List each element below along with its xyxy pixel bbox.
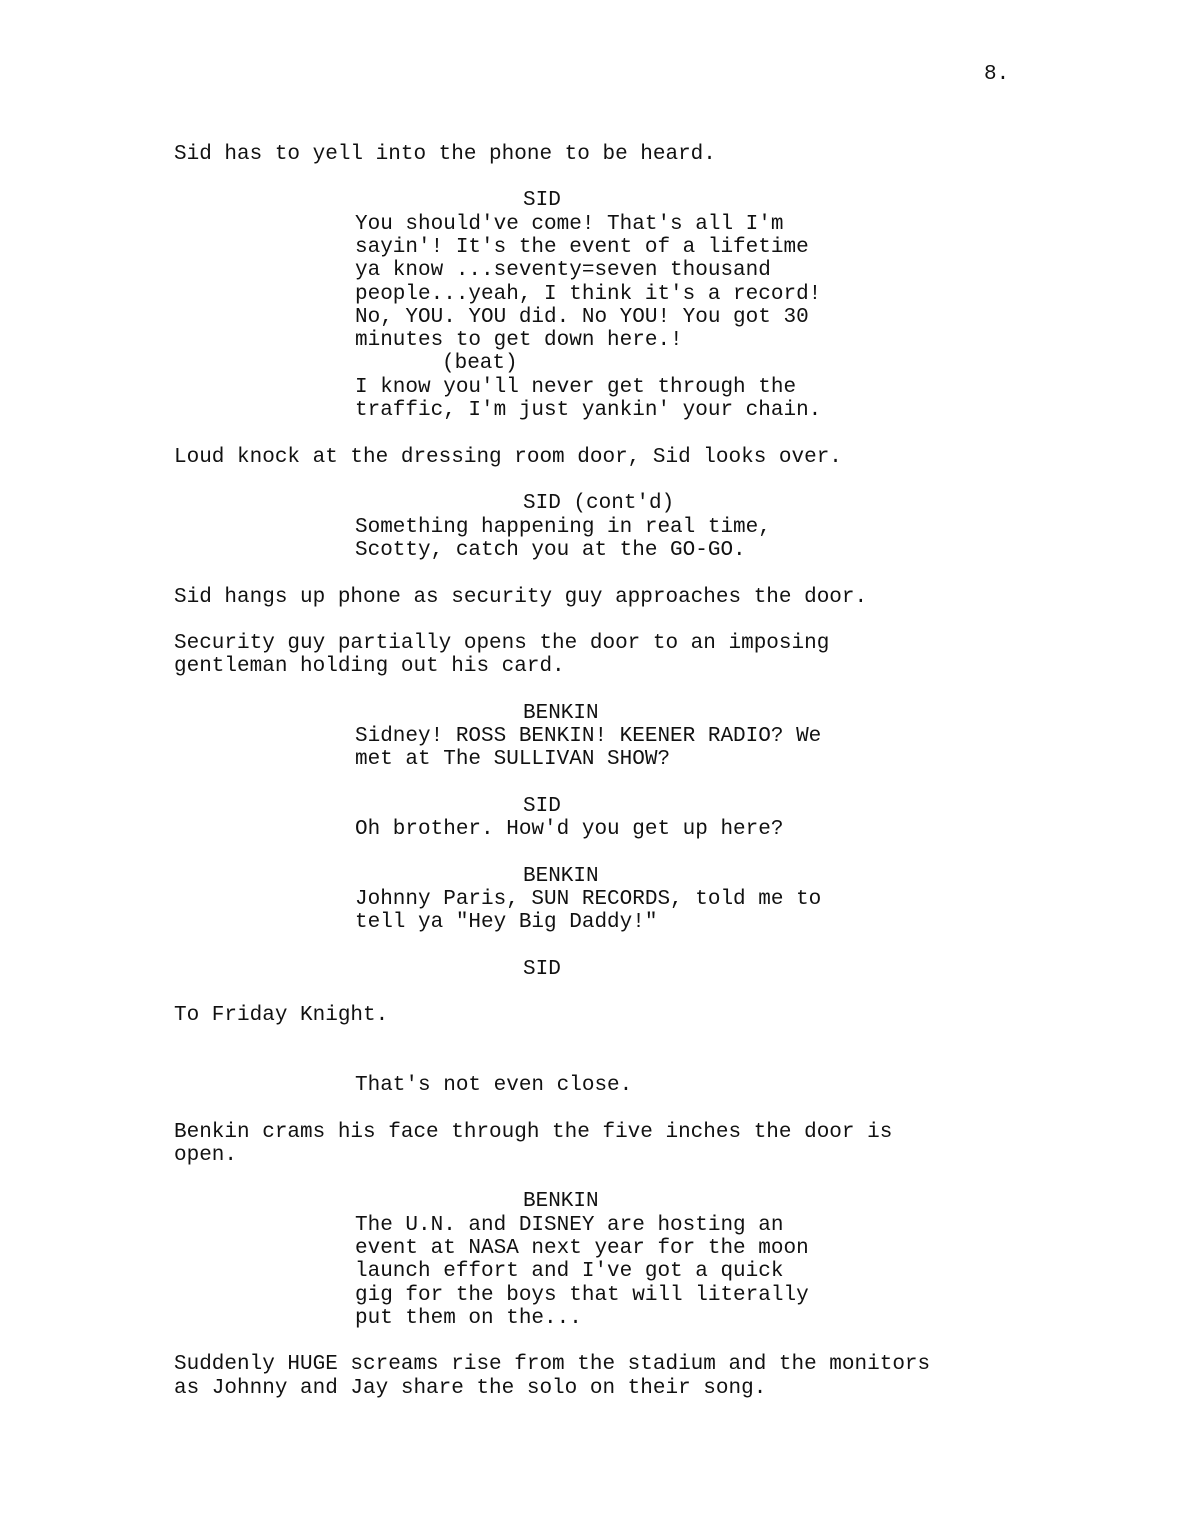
dialogue-line: put them on the...	[355, 1307, 582, 1330]
dialogue-line: Scotty, catch you at the GO-GO.	[355, 539, 746, 562]
dialogue-line: The U.N. and DISNEY are hosting an	[355, 1214, 784, 1237]
dialogue-line: ya know ...seventy=seven thousand	[355, 259, 771, 282]
dialogue-line: Something happening in real time,	[355, 516, 771, 539]
dialogue-line: You should've come! That's all I'm	[355, 213, 784, 236]
action-line: gentleman holding out his card.	[174, 655, 565, 678]
dialogue-line: traffic, I'm just yankin' your chain.	[355, 399, 822, 422]
dialogue-line: That's not even close.	[355, 1074, 633, 1097]
dialogue-line: Johnny Paris, SUN RECORDS, told me to	[355, 888, 822, 911]
action-line: Sid has to yell into the phone to be heard.	[174, 143, 716, 166]
dialogue-line: people...yeah, I think it's a record!	[355, 283, 822, 306]
character-name: SID (cont'd)	[523, 492, 675, 515]
character-name: BENKIN	[523, 865, 599, 888]
dialogue-line: event at NASA next year for the moon	[355, 1237, 809, 1260]
dialogue-line: sayin'! It's the event of a lifetime	[355, 236, 809, 259]
character-name: BENKIN	[523, 1190, 599, 1213]
dialogue-line: Oh brother. How'd you get up here?	[355, 818, 784, 841]
dialogue-line: No, YOU. YOU did. No YOU! You got 30	[355, 306, 809, 329]
action-line: Security guy partially opens the door to an imposing	[174, 632, 830, 655]
action-line: as Johnny and Jay share the solo on their song.	[174, 1377, 767, 1400]
action-line: open.	[174, 1144, 238, 1167]
action-line: Loud knock at the dressing room door, Sid looks over.	[174, 446, 842, 469]
dialogue-line: met at The SULLIVAN SHOW?	[355, 748, 671, 771]
dialogue-line: gig for the boys that will literally	[355, 1284, 809, 1307]
page-number: 8.	[984, 63, 1010, 86]
dialogue-line: minutes to get down here.!	[355, 329, 683, 352]
dialogue-line: Sidney! ROSS BENKIN! KEENER RADIO? We	[355, 725, 822, 748]
character-name: SID	[523, 958, 561, 981]
dialogue-line: I know you'll never get through the	[355, 376, 797, 399]
action-line: Suddenly HUGE screams rise from the stadium and the monitors	[174, 1353, 931, 1376]
action-line: To Friday Knight.	[174, 1004, 389, 1027]
action-line: Benkin crams his face through the five inches the door is	[174, 1121, 893, 1144]
character-name: SID	[523, 795, 561, 818]
dialogue-line: tell ya "Hey Big Daddy!"	[355, 911, 658, 934]
action-line: Sid hangs up phone as security guy approaches the door.	[174, 586, 868, 609]
character-name: SID	[523, 189, 561, 212]
dialogue-line: launch effort and I've got a quick	[355, 1260, 784, 1283]
character-name: BENKIN	[523, 702, 599, 725]
parenthetical: (beat)	[442, 352, 518, 375]
